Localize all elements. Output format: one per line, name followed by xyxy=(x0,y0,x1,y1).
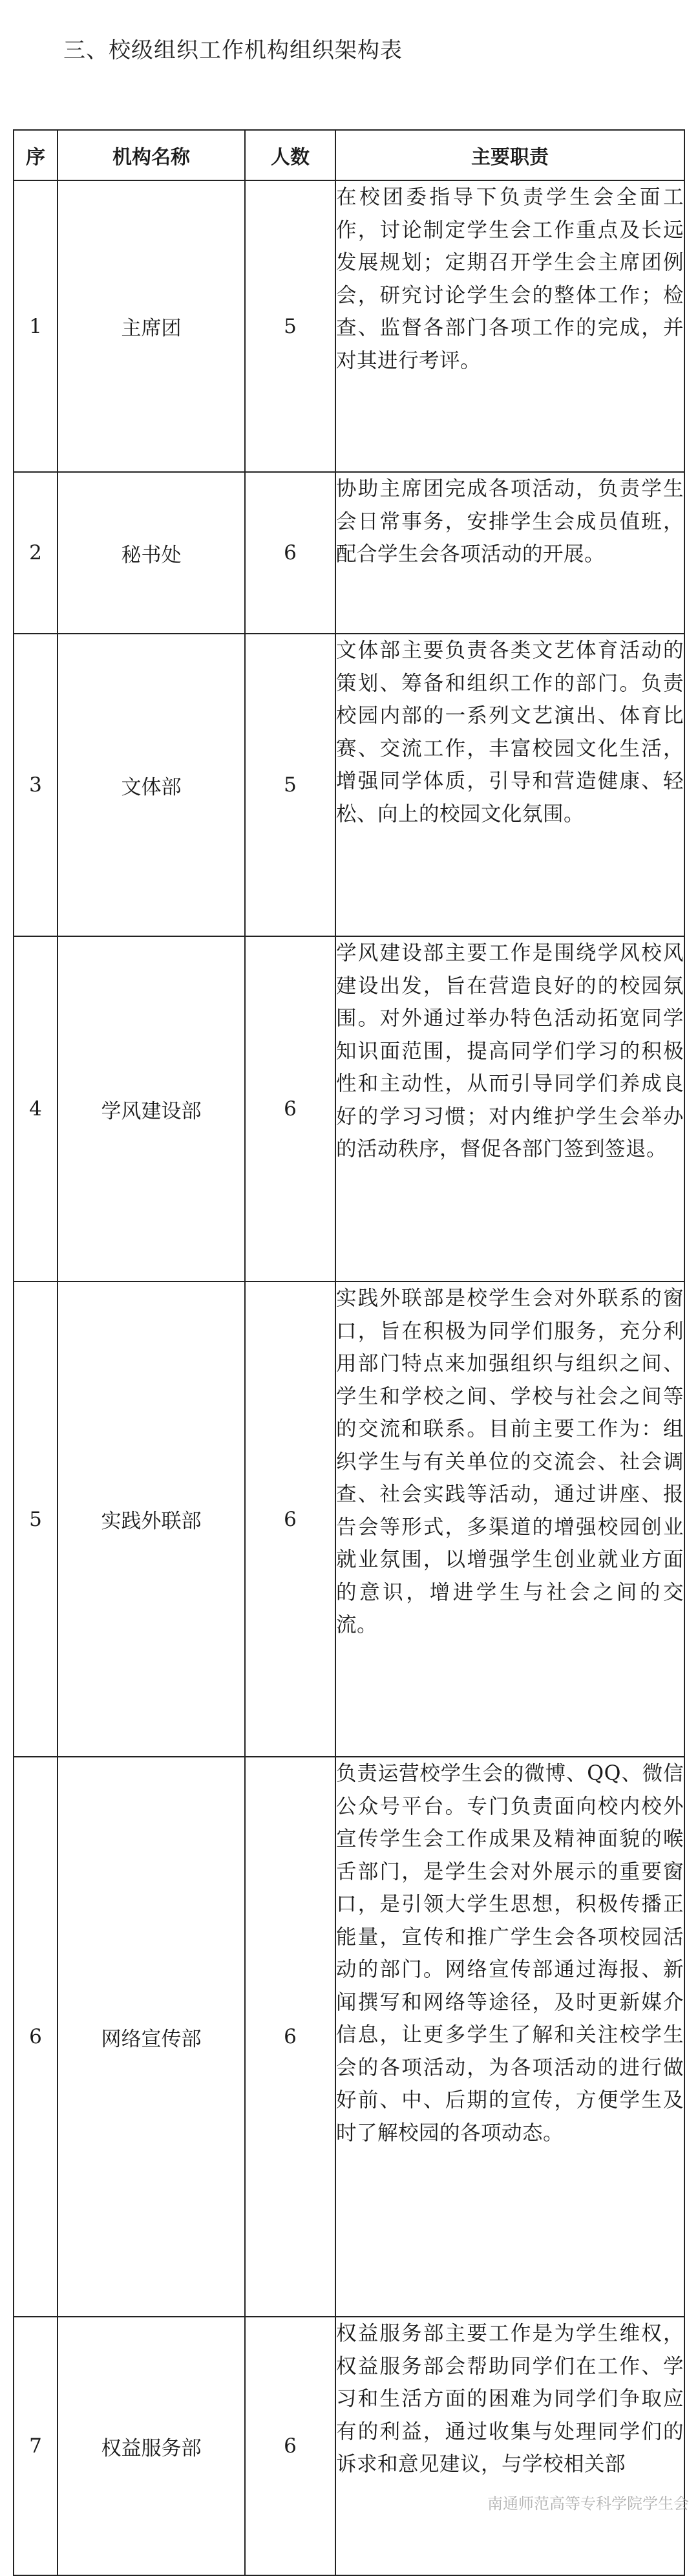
row-name: 实践外联部 xyxy=(58,1282,245,1757)
row-duty: 实践外联部是校学生会对外联系的窗口，旨在积极为同学们服务，充分利用部门特点来加强组织与组织之间、学生和学校之间、学校与社会之间等的交流和联系。目前主要工作为：组织学生与有关单位的交流会、社会调查、社会实践等活动，通过讲座、报告会等形式，多渠道的增强校园创业就业氛围，以增强学生创业就业方面的意识，增进学生与社会之间的交流。 xyxy=(335,1282,684,1757)
row-no: 3 xyxy=(14,634,58,936)
row-no: 4 xyxy=(14,936,58,1282)
row-no: 2 xyxy=(14,472,58,634)
table-header-row xyxy=(14,130,684,180)
row-no: 6 xyxy=(14,1757,58,2317)
org-structure-table xyxy=(13,129,685,2576)
row-count: 5 xyxy=(245,180,335,472)
header-name: 机构名称 xyxy=(58,130,245,180)
row-duty: 负责运营校学生会的微博、QQ、微信公众号平台。专门负责面向校内校外宣传学生会工作成果及精神面貌的喉舌部门，是学生会对外展示的重要窗口，是引领大学生思想，积极传播正能量，宣传和推广学生会各项校园活动的部门。网络宣传部通过海报、新闻撰写和网络等途径，及时更新媒介信息，让更多学生了解和关注校学生会的各项活动，为各项活动的进行做好前、中、后期的宣传，方便学生及时了解校园的各项动态。 xyxy=(335,1757,684,2317)
row-name: 主席团 xyxy=(58,180,245,472)
table-row xyxy=(14,180,684,472)
watermark: 南通师范高等专科学院学生会 xyxy=(487,2495,689,2513)
table-row xyxy=(14,472,684,634)
header-count: 人数 xyxy=(245,130,335,180)
row-duty: 协助主席团完成各项活动，负责学生会日常事务，安排学生会成员值班，配合学生会各项活动的开展。 xyxy=(335,472,684,634)
row-name: 权益服务部 xyxy=(58,2317,245,2575)
table-row xyxy=(14,936,684,1282)
row-count: 6 xyxy=(245,472,335,634)
header-no: 序 xyxy=(14,130,58,180)
row-count: 6 xyxy=(245,1282,335,1757)
row-no: 7 xyxy=(14,2317,58,2575)
row-name: 学风建设部 xyxy=(58,936,245,1282)
row-count: 5 xyxy=(245,634,335,936)
row-count: 6 xyxy=(245,936,335,1282)
row-name: 秘书处 xyxy=(58,472,245,634)
row-no: 1 xyxy=(14,180,58,472)
table-row xyxy=(14,1757,684,2317)
row-name: 网络宣传部 xyxy=(58,1757,245,2317)
table-row xyxy=(14,2317,684,2575)
page-title: 三、校级组织工作机构组织架构表 xyxy=(63,38,403,63)
row-count: 6 xyxy=(245,2317,335,2575)
row-count: 6 xyxy=(245,1757,335,2317)
row-name: 文体部 xyxy=(58,634,245,936)
header-duty: 主要职责 xyxy=(335,130,684,180)
row-duty: 在校团委指导下负责学生会全面工作，讨论制定学生会工作重点及长远发展规划；定期召开学生会主席团例会，研究讨论学生会的整体工作；检查、监督各部门各项工作的完成，并对其进行考评。 xyxy=(335,180,684,472)
row-duty: 文体部主要负责各类文艺体育活动的策划、筹备和组织工作的部门。负责校园内部的一系列文艺演出、体育比赛、交流工作，丰富校园文化生活，增强同学体质，引导和营造健康、轻松、向上的校园文化氛围。 xyxy=(335,634,684,936)
table-row xyxy=(14,634,684,936)
row-no: 5 xyxy=(14,1282,58,1757)
row-duty: 学风建设部主要工作是围绕学风校风建设出发，旨在营造良好的的校园氛围。对外通过举办特色活动拓宽同学知识面范围，提高同学们学习的积极性和主动性，从而引导同学们养成良好的学习习惯；对内维护学生会举办的活动秩序，督促各部门签到签退。 xyxy=(335,936,684,1282)
table-row xyxy=(14,1282,684,1757)
row-duty: 权益服务部主要工作是为学生维权，权益服务部会帮助同学们在工作、学习和生活方面的困难为同学们争取应有的利益，通过收集与处理同学们的诉求和意见建议，与学校相关部 xyxy=(335,2317,684,2575)
